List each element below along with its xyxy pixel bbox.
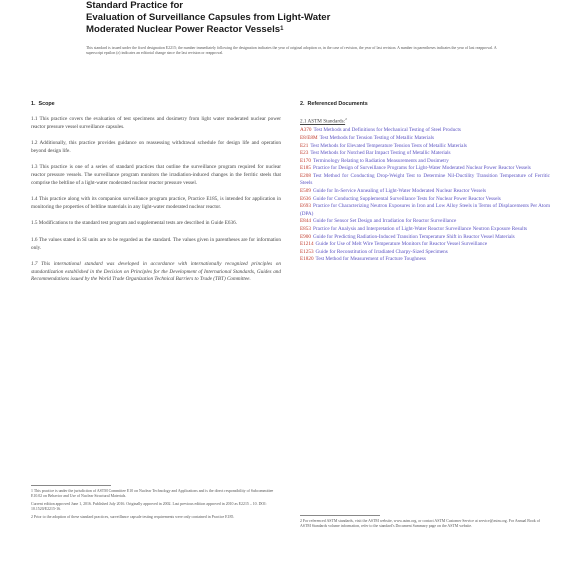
scope-para-1-1: 1.1 This practice covers the evaluation of test specimens and dosimetry from light water moderated nuclear power reactor pressure vessel surveillance capsules. xyxy=(31,116,281,130)
reference-title[interactable]: Guide for Predicting Radiation-Induced Transition Temperature Shift in Reactor Vessel Materials xyxy=(312,233,515,240)
reference-item[interactable] xyxy=(300,135,550,143)
reference-item[interactable] xyxy=(300,150,550,158)
reference-title[interactable]: Test Method for Measurement of Fracture Toughness xyxy=(315,256,426,263)
reference-item[interactable] xyxy=(300,256,550,264)
reference-code[interactable]: E1253 xyxy=(300,248,314,255)
scope-heading: 1. Scope xyxy=(31,101,55,107)
title-line-3: Moderated Nuclear Power Reactor Vessels xyxy=(86,24,281,35)
reference-code[interactable]: E844 xyxy=(300,218,311,225)
scope-para-1-7: 1.7 This international standard was developed in accordance with internationally recognized principles on standardization established in the Decision on Principles for the Development of International Standards, Guides and Recommendations issued by the World Trade Organization Technical Barriers to Trade (TBT) Committee. xyxy=(31,261,281,283)
scope-para-1-3: 1.3 This practice is one of a series of standard practices that outline the surveillance program required for nuclear reactor pressure vessels. The surveillance program monitors the irradiation-induced changes in the ferritic steels that comprise the beltline of a light-water moderated nuclear reactor pressure vessel. xyxy=(31,164,281,186)
document-title xyxy=(86,0,506,36)
title-footnote-mark: 1 xyxy=(280,26,284,32)
footnote-rule-left xyxy=(31,485,111,486)
reference-code[interactable]: E208 xyxy=(300,172,311,179)
reference-code[interactable]: E1214 xyxy=(300,241,314,248)
reference-item[interactable] xyxy=(300,143,550,151)
reference-title[interactable]: Practice for Analysis and Interpretation of Light-Water Reactor Surveillance Neutron Exposure Results xyxy=(312,226,528,233)
reference-code[interactable]: E693 xyxy=(300,203,311,210)
scope-para-1-6: 1.6 The values stated in SI units are to be regarded as the standard. The values given in parentheses are for information only. xyxy=(31,236,281,251)
reference-title[interactable]: Guide for Sensor Set Design and Irradiation for Reactor Surveillance xyxy=(312,218,457,225)
reference-item[interactable] xyxy=(300,173,550,188)
reference-item[interactable] xyxy=(300,165,550,173)
astm-standards-intro: 2.1 ASTM Standards:$^2$ xyxy=(300,117,347,125)
reference-item[interactable] xyxy=(300,241,550,249)
reference-title[interactable]: Test Methods for Notched Bar Impact Testing of Metallic Materials xyxy=(310,150,451,157)
reference-title[interactable]: Test Methods and Definitions for Mechanical Testing of Steel Products xyxy=(313,127,461,134)
reference-code[interactable]: E23 xyxy=(300,150,309,157)
reference-title[interactable]: Practice for Characterizing Neutron Exposures in Iron and Low Alloy Steels in Terms of Displacements Per Atom (DPA) xyxy=(300,203,550,217)
reference-title[interactable]: Guide for Conducting Supplemental Surveillance Tests for Nuclear Power Reactor Vessels xyxy=(312,195,501,202)
reference-code[interactable]: E509 xyxy=(300,188,311,195)
reference-title[interactable]: Test Method for Conducting Drop-Weight Test to Determine Nil-Ductility Transition Temperature of Ferritic Steels xyxy=(300,172,550,187)
reference-title[interactable]: Terminology Relating to Radiation Measurements and Dosimetry xyxy=(312,157,449,164)
reference-code[interactable]: E1820 xyxy=(300,256,314,263)
reference-code[interactable]: E636 xyxy=(300,195,311,202)
footnote-2-right: 2 For referenced ASTM standards, visit the ASTM website, www.astm.org, or contact ASTM Customer Service at service@astm.org. For Annual Book of ASTM Standards volume information, refer to the standard's Document Summary page on the ASTM website. xyxy=(300,519,540,529)
footnote-1: 1 This practice is under the jurisdiction of ASTM Committee E10 on Nuclear Technology and Applications and is the direct responsibility of Subcommittee E10.02 on Behavior and Use of Nuclear Structural Materials. xyxy=(31,489,274,499)
referenced-documents-heading: 2. Referenced Documents xyxy=(300,101,368,107)
scope-para-1-2: 1.2 Additionally, this practice provides guidance on reassessing withdrawal schedule for design life and operation beyond design life. xyxy=(31,140,281,154)
reference-code[interactable]: E853 xyxy=(300,226,311,233)
scope-para-1-5: 1.5 Modifications to the standard test program and supplemental tests are described in Guide E636. xyxy=(31,220,238,227)
title-line-1: Standard Practice for xyxy=(86,0,184,11)
reference-title[interactable]: Guide for In-Service Annealing of Light-Water Moderated Nuclear Reactor Vessels xyxy=(312,188,487,195)
standard-designation-note: This standard is issued under the fixed designation E2215; the number immediately following the designation indicates the year of original adoption or, in the case of revision, the year of last revision. A number in parentheses indicates the year of last reapproval. A superscript epsilon (ε) indicates an editorial change since the last revision or reapproval. xyxy=(86,46,497,56)
footnote-edition: Current edition approved June 1, 2016. Published July 2016. Originally approved in 2002. Last previous edition approved in 2010 as E2215 – 10. DOI: 10.1520/E2215-16. xyxy=(31,501,267,512)
reference-code[interactable]: E8/E8M xyxy=(300,134,318,141)
reference-code[interactable]: A370 xyxy=(300,127,312,134)
referenced-documents-column xyxy=(300,100,550,264)
reference-item[interactable] xyxy=(300,188,550,196)
reference-item[interactable] xyxy=(300,127,550,135)
reference-code[interactable]: E185 xyxy=(300,165,311,172)
reference-title[interactable]: Test Methods for Elevated Temperature Tension Tests of Metallic Materials xyxy=(310,142,467,149)
reference-item[interactable] xyxy=(300,218,550,226)
footnotes-left xyxy=(31,489,281,522)
scope-column xyxy=(31,100,281,293)
reference-title[interactable]: Practice for Design of Surveillance Programs for Light-Water Moderated Nuclear Power Reactor Vessels xyxy=(312,165,531,172)
scope-para-1-4: 1.4 This practice along with its companion surveillance program practice, Practice E185, is intended for application in monitoring the properties of beltline materials in any light-water moderated nuclear reactor. xyxy=(31,196,281,210)
reference-code[interactable]: E900 xyxy=(300,233,311,240)
reference-code[interactable]: E21 xyxy=(300,142,309,149)
reference-title[interactable]: Test Methods for Tension Testing of Metallic Materials xyxy=(319,134,434,141)
footnote-2-left: 2 Prior to the adoption of these standard practices, surveillance capsule testing requirements were only contained in Practice E185. xyxy=(31,514,235,519)
reference-code[interactable]: E170 xyxy=(300,157,311,164)
title-line-2: Evaluation of Surveillance Capsules from Light-Water xyxy=(86,12,331,23)
reference-title[interactable]: Guide for Reconstitution of Irradiated Charpy-Sized Specimens xyxy=(315,248,448,255)
footnote-rule-right xyxy=(300,515,380,516)
reference-list xyxy=(300,127,550,264)
footnotes-right xyxy=(300,519,550,532)
reference-title[interactable]: Guide for Use of Melt Wire Temperature Monitors for Reactor Vessel Surveillance xyxy=(315,241,488,248)
reference-item[interactable] xyxy=(300,203,550,218)
reference-item[interactable] xyxy=(300,226,550,234)
